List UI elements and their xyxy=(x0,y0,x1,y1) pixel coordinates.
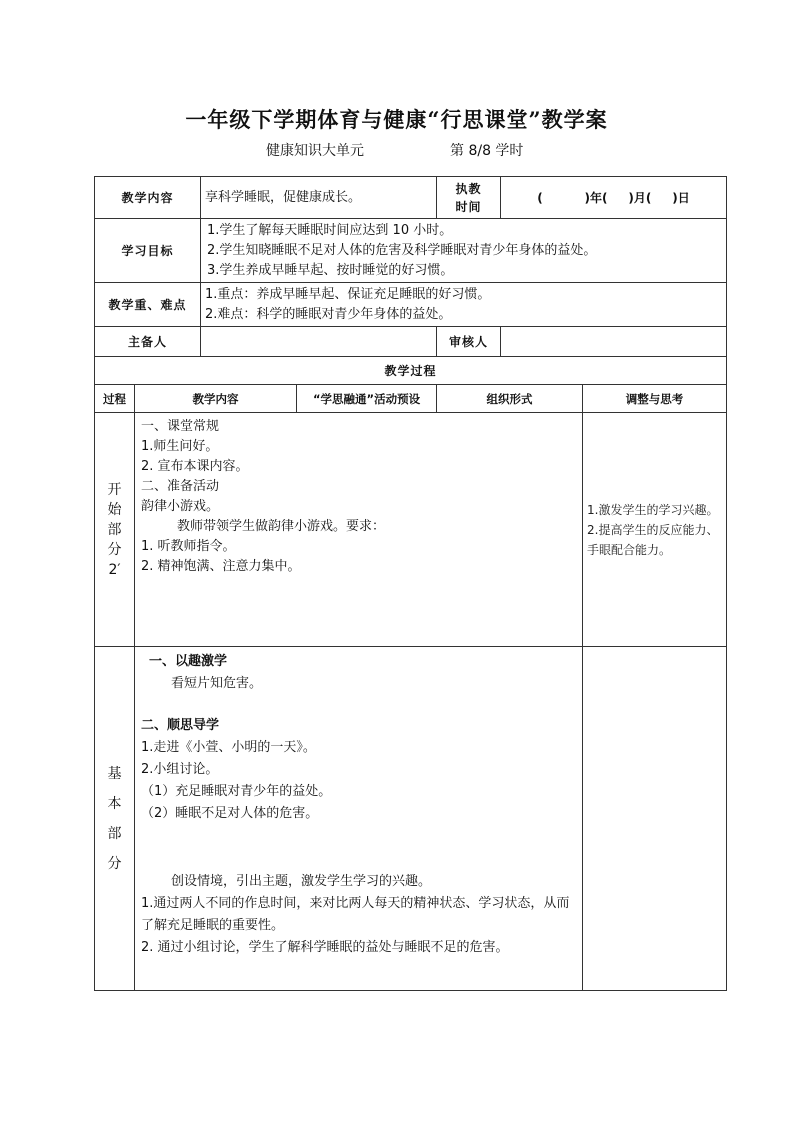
start-part-row xyxy=(95,413,727,647)
reflection-note: 2.提高学生的反应能力、手眼配合能力。 xyxy=(587,522,719,557)
start-content xyxy=(135,413,583,647)
objectives-list xyxy=(201,219,727,283)
objective-item: 2.学生知晓睡眠不足对人体的危害及科学睡眠对青少年身体的益处。 xyxy=(207,242,597,258)
date-value: ( )年( )月( )日 xyxy=(501,177,727,219)
stage-char: 开 xyxy=(107,481,122,498)
stage-char: 分 xyxy=(107,855,122,872)
stage-char: 始 xyxy=(107,501,122,518)
preparer-value xyxy=(201,327,437,357)
process-title-row xyxy=(95,357,727,385)
spacer xyxy=(141,825,576,871)
preparer-row xyxy=(95,327,727,357)
content-line: 一、课堂常规 xyxy=(141,419,220,434)
content-line: 二、准备活动 xyxy=(141,479,220,494)
reflection-note: 1.激发学生的学习兴趣。 xyxy=(587,502,719,517)
content-line: 韵律小游戏。 xyxy=(141,499,220,514)
content-line: 2. 宣布本课内容。 xyxy=(141,459,249,474)
content-line: （1）充足睡眠对青少年的益处。 xyxy=(141,784,332,799)
key-point-item: 2.难点：科学的睡眠对青少年身体的益处。 xyxy=(205,306,452,322)
col-reflection: 调整与思考 xyxy=(583,385,727,413)
stage-char: 本 xyxy=(107,795,122,812)
stage-char: 部 xyxy=(107,521,122,538)
content-line: 1.走进《小萱、小明的一天》。 xyxy=(141,740,316,755)
start-stage xyxy=(95,413,135,647)
content-value: 享科学睡眠，促健康成长。 xyxy=(201,177,437,219)
start-notes xyxy=(583,413,727,647)
content-line: 1.师生问好。 xyxy=(141,439,219,454)
col-organization: 组织形式 xyxy=(437,385,583,413)
content-line: （2）睡眠不足对人体的危害。 xyxy=(141,806,319,821)
unit-name: 健康知识大单元 xyxy=(266,143,364,159)
col-content: 教学内容 xyxy=(135,385,297,413)
page-title: 一年级下学期体育与健康“行思课堂”教学案 xyxy=(185,107,608,132)
content-line: 一、以趣激学 xyxy=(149,654,228,669)
time-label-line1: 执教 xyxy=(455,181,482,196)
preparer-label: 主备人 xyxy=(95,327,201,357)
reviewer-label: 审核人 xyxy=(437,327,501,357)
key-points-label: 教学重、难点 xyxy=(95,283,201,327)
content-line: 2. 通过小组讨论，学生了解科学睡眠的益处与睡眠不足的危害。 xyxy=(141,940,509,955)
stage-char: 分 xyxy=(107,541,122,558)
content-line: 看短片知危害。 xyxy=(171,676,263,691)
lesson-period: 第 8/8 学时 xyxy=(450,143,524,159)
content-line: 二、顺思导学 xyxy=(141,718,220,733)
basic-part-row xyxy=(95,647,727,991)
content-line: 教师带领学生做韵律小游戏。要求： xyxy=(177,519,386,534)
key-point-item: 1.重点：养成早睡早起、保证充足睡眠的好习惯。 xyxy=(205,286,491,302)
basic-content xyxy=(135,647,583,991)
objective-item: 1.学生了解每天睡眠时间应达到 10 小时。 xyxy=(207,222,453,238)
time-label-line2: 时间 xyxy=(455,199,482,214)
key-points-row xyxy=(95,283,727,327)
lesson-plan-table xyxy=(94,176,727,991)
col-stage: 过程 xyxy=(95,385,135,413)
content-line: 1.通过两人不同的作息时间，来对比两人每天的精神状态、学习状态，从而了解充足睡眠的重要性。 xyxy=(141,896,570,933)
objective-item: 3.学生养成早睡早起、按时睡觉的好习惯。 xyxy=(207,262,454,278)
objectives-row xyxy=(95,219,727,283)
content-line: 1. 听教师指令。 xyxy=(141,539,236,554)
stage-char: 2′ xyxy=(108,561,121,578)
reviewer-value xyxy=(501,327,727,357)
content-label: 教学内容 xyxy=(95,177,201,219)
basic-notes xyxy=(583,647,727,991)
col-activity: “学思融通”活动预设 xyxy=(297,385,437,413)
objectives-label: 学习目标 xyxy=(95,219,201,283)
stage-char: 部 xyxy=(107,825,122,842)
process-title: 教学过程 xyxy=(95,357,727,385)
content-line: 2.小组讨论。 xyxy=(141,762,219,777)
content-row xyxy=(95,177,727,219)
stage-char: 基 xyxy=(107,765,122,782)
key-points-list xyxy=(201,283,727,327)
content-line: 创设情境，引出主题，激发学生学习的兴趣。 xyxy=(171,874,432,889)
time-label xyxy=(437,177,501,219)
basic-stage xyxy=(95,647,135,991)
spacer xyxy=(141,695,576,715)
content-line: 2. 精神饱满、注意力集中。 xyxy=(141,559,301,574)
column-header-row xyxy=(95,385,727,413)
